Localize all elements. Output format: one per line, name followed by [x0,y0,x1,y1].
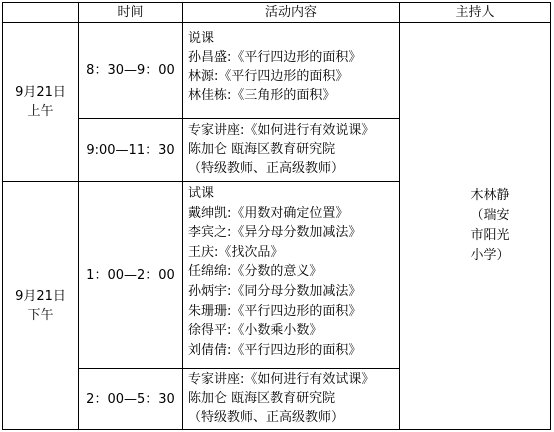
afternoon-period: 下午 [27,307,54,323]
host-affiliation-line: （瑞安 [470,208,510,223]
activity-line: 徐得平:《小数乘小数》 [188,323,323,339]
activity-line: 孙昌盛:《平行四边形的面积》 [188,50,362,65]
col-line-time [182,2,183,430]
activity-line: 专家讲座:《如何进行有效说课》 [188,123,375,138]
activity-line: （特级教师、正高级教师） [188,161,345,176]
morning-date: 9月21日 [15,85,66,100]
header-activity [183,3,399,22]
time-afternoon-1: 1：00—2：00 [86,267,175,283]
activity-line: 林源:《平行四边形的面积》 [188,69,349,84]
header-time [79,3,182,22]
row-line-bottom [2,429,551,430]
header-host [400,3,550,22]
activity-line: 孙炳宇:《同分母分数加减法》 [188,283,362,299]
activity-line: 朱珊珊:《平行四边形的面积》 [188,303,362,319]
activity-line: 说课 [188,31,215,46]
time-cell-afternoon-1 [79,182,182,368]
activity-line: 戴绅凯:《用数对确定位置》 [188,205,349,221]
time-morning-1: 8：30—9：00 [86,63,175,78]
date-cell-morning [3,23,78,181]
activity-cell-afternoon-2 [188,370,398,427]
activity-cell-morning-2 [188,121,398,178]
host-name: 木林静 [470,188,510,203]
activity-line: 陈加仑 瓯海区教育研究院 [188,142,336,157]
time-cell-morning-1 [79,23,182,118]
activity-line: 试课 [188,186,215,201]
activity-line: 刘倩倩:《平行四边形的面积》 [188,342,362,358]
host-affiliation-line: 小学） [470,248,510,263]
activity-cell-afternoon-1 [188,184,398,360]
activity-line: 陈加仑 瓯海区教育研究院 [188,391,336,406]
time-cell-afternoon-2 [79,369,182,429]
time-cell-morning-2 [79,119,182,181]
activity-line: 任绵绵:《分数的意义》 [188,264,323,280]
activity-line: 李宾之:《异分母分数加减法》 [188,225,362,241]
header-time-label: 时间 [117,5,144,20]
time-morning-2: 9:00—11：30 [86,142,175,158]
morning-period: 上午 [27,104,54,119]
header-activity-label: 活动内容 [264,5,317,20]
afternoon-date: 9月21日 [15,288,66,304]
date-cell-afternoon [3,182,78,429]
host-affiliation-line: 市阳光 [470,228,510,243]
activity-line: 专家讲座:《如何进行有效试课》 [188,372,375,387]
host-cell [400,23,550,429]
activity-line: （特级教师、正高级教师） [188,410,345,425]
activity-cell-morning-1 [188,29,398,105]
activity-line: 林佳栋:《三角形的面积》 [188,88,336,103]
header-host-label: 主持人 [455,5,495,20]
col-line-right [550,2,551,430]
activity-line: 王庆:《找次品》 [188,244,284,260]
time-afternoon-2: 2：00—5：30 [86,391,175,407]
